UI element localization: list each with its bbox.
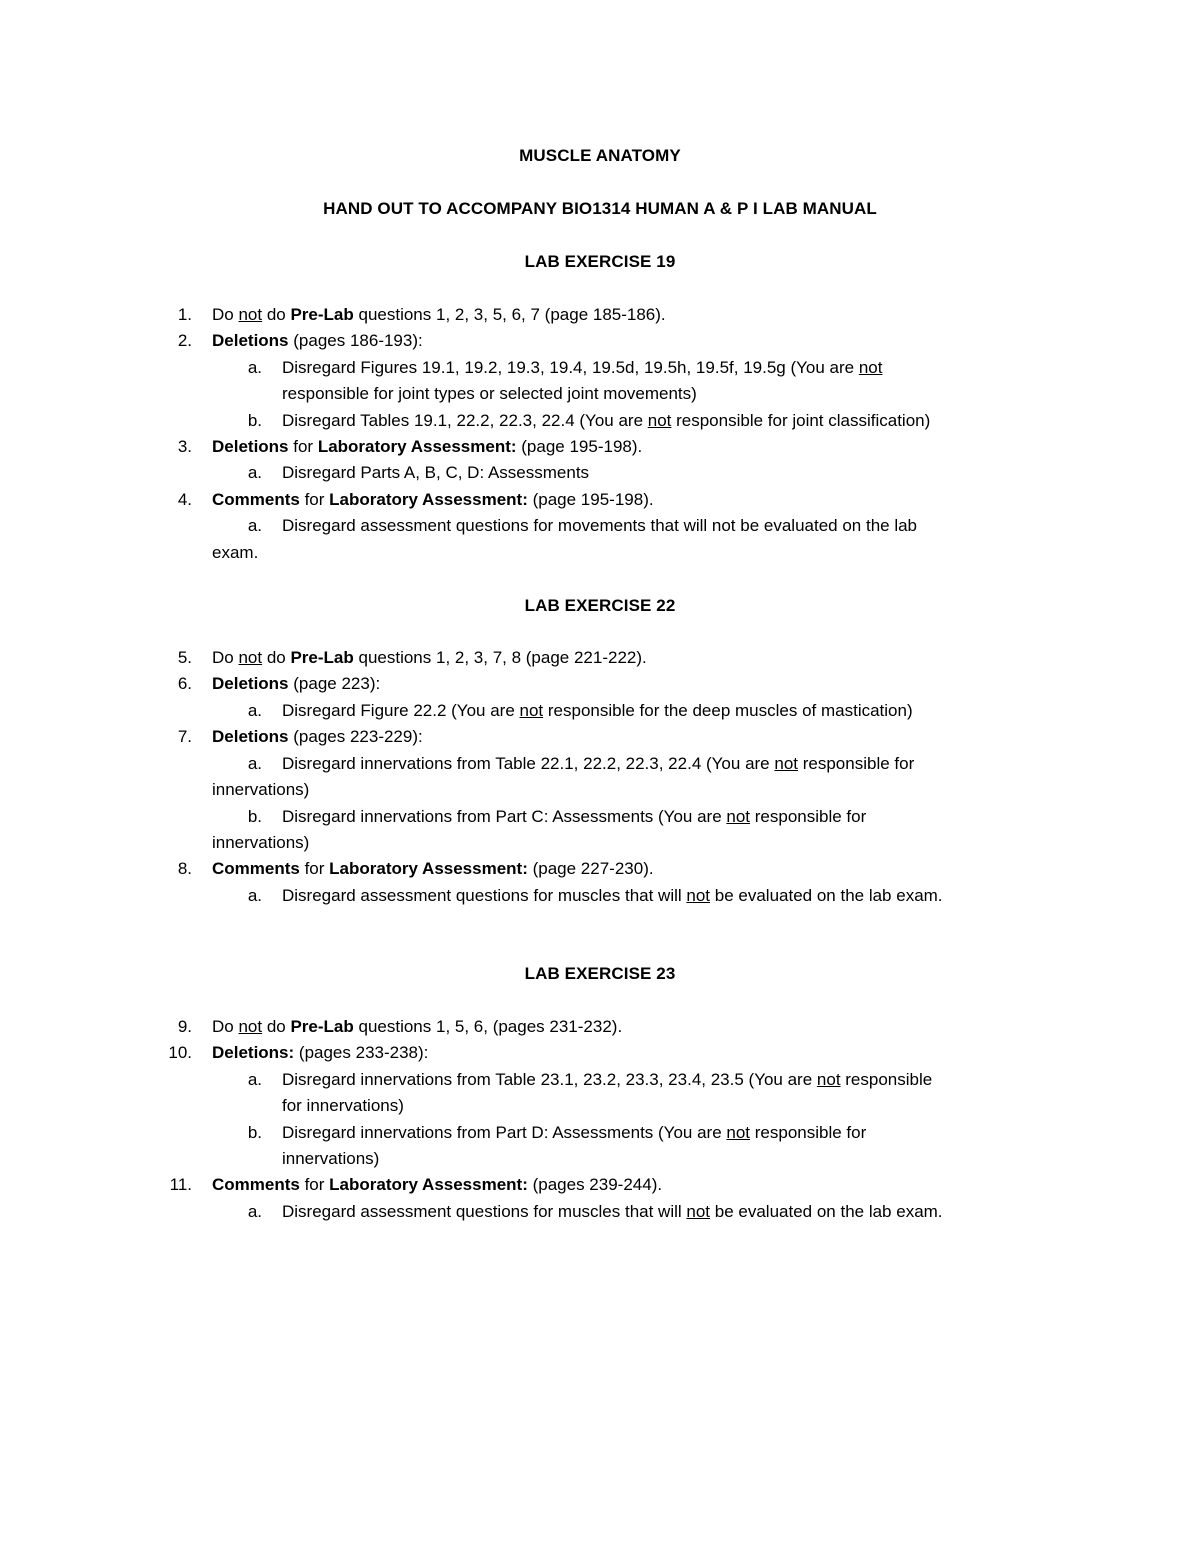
document-subtitle: HAND OUT TO ACCOMPANY BIO1314 HUMAN A & P I LAB MANUAL [323, 199, 877, 218]
document-title: MUSCLE ANATOMY [519, 146, 681, 165]
section-heading-22: LAB EXERCISE 22 [524, 596, 676, 615]
section-heading-23: LAB EXERCISE 23 [524, 964, 676, 983]
document-page: MUSCLE ANATOMY HAND OUT TO ACCOMPANY BIO1314 HUMAN A & P I LAB MANUAL LAB EXERCISE 19 1. Do not do Pre-Lab questions 1, 2, 3, 5, 6, 7 (page 185-186). 2. Deletions (pages 186-193): a. Disregard Figures 19.1, 19.2, 19.3, 19.4, 19.5d, 19.5h, 19.5f, 19.5g (You are not responsible for joint types or selected joint movements) b. Disregard Tables 19.1, 22.2, 22.3, 22.4 (You are not responsible for joint classification) 3. Deletions for Laboratory Assessment: (page 195-198). a. Disregard Parts A, B, C, D: Assessments 4. Comments for Laboratory Assessment: (page 195-198). a. Disregard assessment questions for movements that will not be evaluated on the lab exam. LAB EXERCISE 22 5. Do not do Pre-Lab questions 1, 2, 3, 7, 8 (page 221-222). 6. Deletions (page 223): a. Disregard Figure 22.2 (You are not responsible for the deep muscles of mastication) 7. Deletions (pages 223-229): a. Disregard innervations from Table 22.1, 22.2, 22.3, 22.4 (You are not responsible for innervations) b. Disregard innervations from Part C: Assessments (You are not responsible for innervations) 8. Comments for Laboratory Assessment: (page 227-230). a. Disregard assessment questions for muscles that will not be evaluated on the lab exam. LAB EXERCISE 23 9. Do not do Pre-Lab questions 1, 5, 6, (pages 231-232). 10. Deletions: (pages 233-238): a. Disregard innervations from Table 23.1, 23.2, 23.3, 23.4, 23.5 (You are not responsible for innervations) b. Disregard innervations from Part D: Assessments (You are not responsible for innervations) 11. Comments for Laboratory Assessment: (pages 239-244). a. Disregard assessment questions for muscles that will not be evaluated on the lab exam. [0, 0, 1200, 1553]
section-heading-19: LAB EXERCISE 19 [524, 252, 676, 271]
